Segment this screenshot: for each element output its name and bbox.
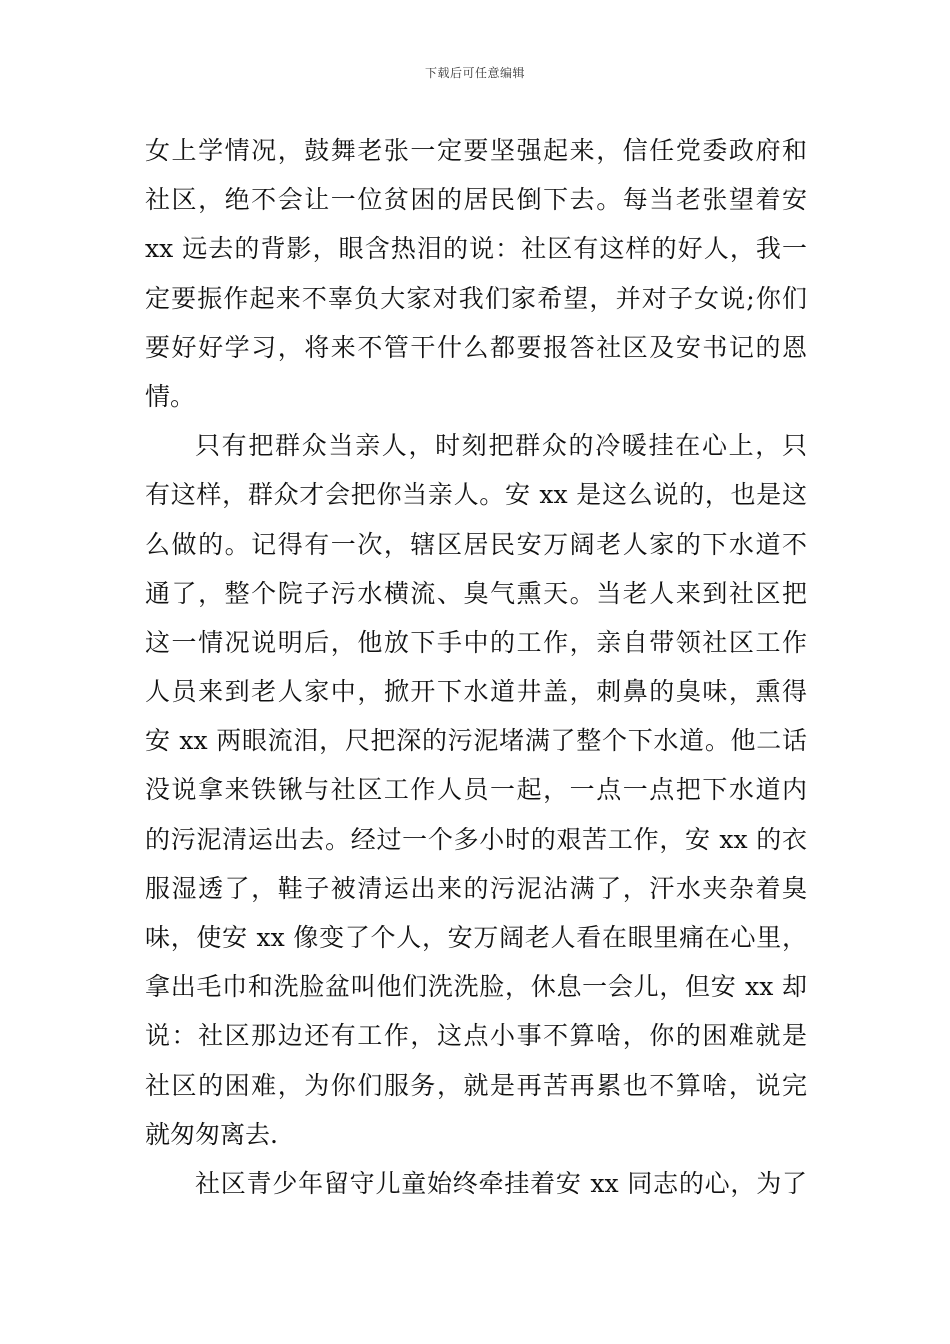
text-line: 通了，整个院子污水横流、臭气熏天。当老人来到社区把 [145,578,807,608]
text-line: 社区，绝不会让一位贫困的居民倒下去。每当老张望着安 [145,185,807,215]
paragraph-3 [145,1159,807,1208]
text-line: 有这样，群众才会把你当亲人。安 xx 是这么说的，也是这 [145,480,807,510]
text-line: 没说拿来铁锹与社区工作人员一起，一点一点把下水道内 [145,775,807,805]
paragraph-1 [145,126,807,421]
text-line: 人员来到老人家中，掀开下水道井盖，刺鼻的臭味，熏得 [145,677,807,707]
text-line: 社区青少年留守儿童始终牵挂着安 xx 同志的心，为了 [195,1168,807,1198]
text-line: 定要振作起来不辜负大家对我们家希望，并对子女说;你们 [145,283,807,313]
text-line: 只有把群众当亲人，时刻把群众的冷暖挂在心上，只 [195,431,807,461]
text-line: 的污泥清运出去。经过一个多小时的艰苦工作，安 xx 的衣 [145,824,807,854]
text-line: 说：社区那边还有工作，这点小事不算啥，你的困难就是 [145,1021,807,1051]
text-line: 服湿透了，鞋子被清运出来的污泥沾满了，汗水夹杂着臭 [145,873,807,903]
page-header: 下载后可任意编辑 [424,66,525,80]
paragraph-2 [145,421,807,1159]
text-line: 安 xx 两眼流泪，尺把深的污泥堵满了整个下水道。他二话 [145,726,807,756]
document-body [145,126,807,1208]
text-line: 社区的困难，为你们服务，就是再苦再累也不算啥，说完 [145,1070,807,1100]
text-line: 情。 [145,381,196,411]
text-line: xx 远去的背影，眼含热泪的说：社区有这样的好人，我一 [145,234,807,264]
text-line: 拿出毛巾和洗脸盆叫他们洗洗脸，休息一会儿，但安 xx 却 [145,972,807,1002]
text-line: 就匆匆离去. [145,1119,278,1149]
text-line: 么做的。记得有一次，辖区居民安万阔老人家的下水道不 [145,529,807,559]
text-line: 味，使安 xx 像变了个人，安万阔老人看在眼里痛在心里， [145,923,807,952]
text-line: 女上学情况，鼓舞老张一定要坚强起来，信任党委政府和 [145,136,807,165]
text-line: 要好好学习，将来不管干什么都要报答社区及安书记的恩 [145,332,807,362]
text-line: 这一情况说明后，他放下手中的工作，亲自带领社区工作 [145,627,807,657]
